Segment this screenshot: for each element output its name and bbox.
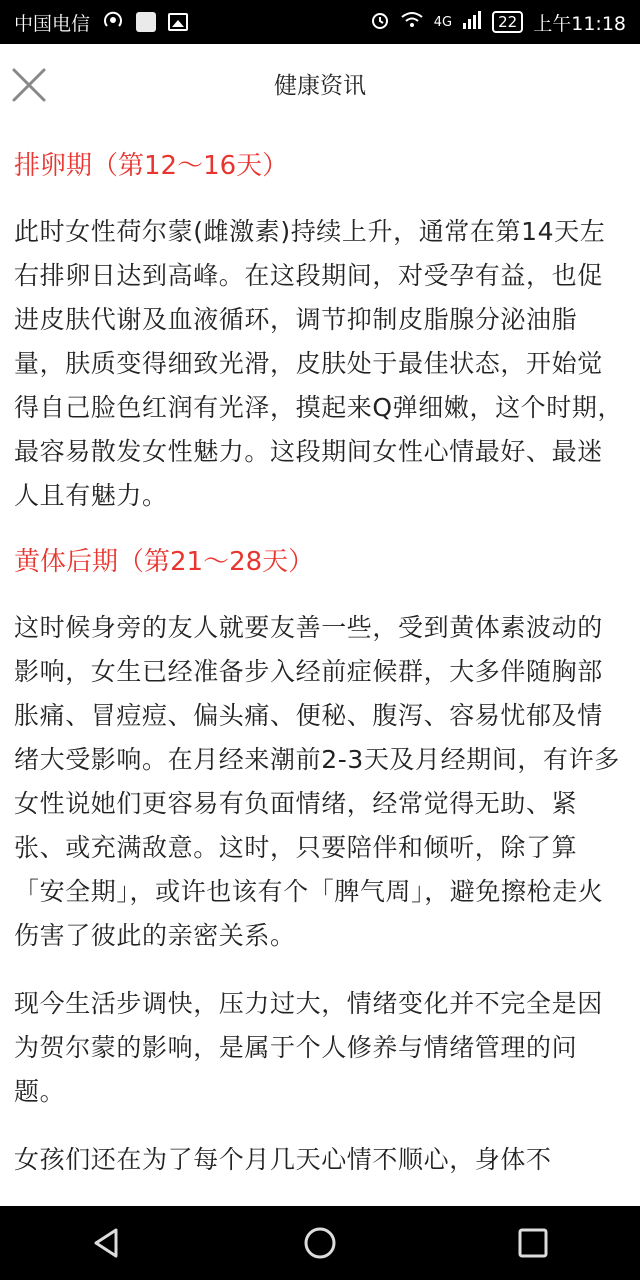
- network-type-label: 4G: [433, 14, 453, 30]
- app-notification-icon: [136, 12, 156, 32]
- article-content[interactable]: [14, 128, 626, 1206]
- carrier-label: 中国电信: [14, 12, 91, 35]
- home-button[interactable]: [290, 1213, 350, 1273]
- section-title-ovulation: 排卵期（第12～16天）: [14, 151, 289, 181]
- home-circle-icon: [303, 1226, 337, 1260]
- paragraph-luteal: 这时候身旁的友人就要友善一些，受到黄体素波动的影响，女生已经准备步入经前症候群，大多伴随胸部胀痛、冒痘痘、偏头痛、便秘、腹泻、容易忧郁及情绪大受影响。在月经来潮前2-3天及月经期间，有许多女性说她们更容易有负面情绪，经常觉得无助、紧张、或充满敌意。这时，只要陪伴和倾听，除了算「安全期」，或许也该有个「脾气周」，避免擦枪走火伤害了彼此的亲密关系。: [14, 613, 620, 950]
- back-triangle-icon: [90, 1226, 124, 1260]
- paragraph-continuation: 女孩们还在为了每个月几天心情不顺心，身体不: [14, 1145, 552, 1174]
- image-notification-icon: [168, 13, 188, 31]
- paragraph-ovulation: 此时女性荷尔蒙(雌激素)持续上升，通常在第14天左右排卵日达到高峰。在这段期间，对受孕有益，也促进皮肤代谢及血液循环，调节抑制皮脂腺分泌油脂量，肤质变得细致光滑，皮肤处于最佳状态，开始觉得自己脸色红润有光泽，摸起来Q弹细嫩，这个时期，最容易散发女性魅力。这段期间女性心情最好、最迷人且有魅力。: [14, 217, 624, 510]
- recents-button[interactable]: [503, 1213, 563, 1273]
- status-bar: [0, 0, 640, 44]
- section-title-luteal: 黄体后期（第21～28天）: [14, 547, 315, 577]
- back-button[interactable]: [77, 1213, 137, 1273]
- status-time: 上午11:18: [533, 12, 626, 35]
- page-title: 健康资讯: [274, 73, 366, 99]
- signal-icon: [462, 11, 482, 34]
- hotspot-icon: [102, 11, 124, 34]
- page-header: [0, 44, 640, 128]
- recents-square-icon: [516, 1226, 550, 1260]
- alarm-icon: [370, 10, 390, 35]
- wifi-icon: [400, 11, 424, 34]
- system-navigation-bar: [0, 1206, 640, 1280]
- battery-indicator: 22: [492, 11, 523, 33]
- paragraph-lifestyle: 现今生活步调快，压力过大，情绪变化并不完全是因为贺尔蒙的影响，是属于个人修养与情绪管理的问题。: [14, 989, 603, 1106]
